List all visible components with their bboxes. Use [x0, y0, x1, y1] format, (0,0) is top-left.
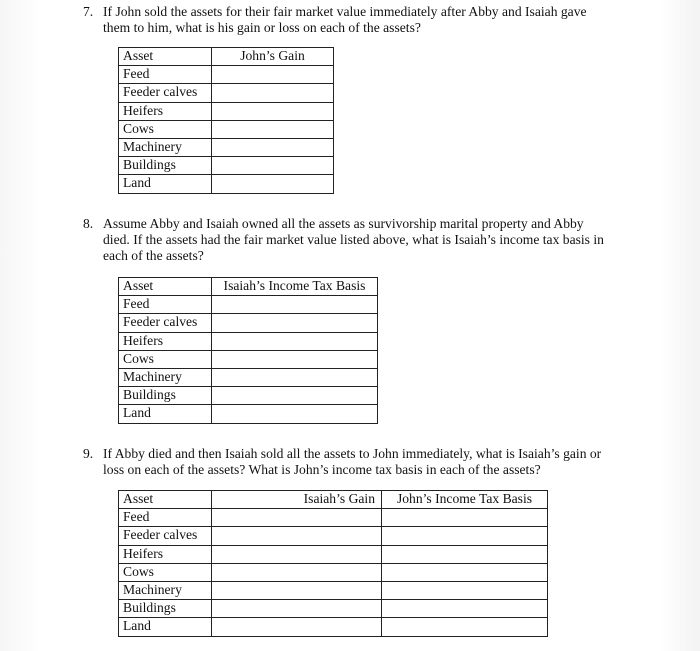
table-row [119, 509, 548, 527]
table-row [119, 618, 548, 636]
question-7-number: 7. [83, 4, 94, 19]
answer-cell[interactable] [212, 138, 334, 156]
table-row [119, 368, 378, 386]
question-9-line-2: loss on each of the assets? What is John’s income tax basis in each of the assets? [103, 462, 541, 477]
asset-cell: Cows [119, 350, 212, 368]
answer-cell[interactable] [212, 618, 382, 636]
header-asset: Asset [119, 278, 212, 296]
question-7-line-2: them to him, what is his gain or loss on each of the assets? [103, 20, 421, 35]
answer-cell[interactable] [212, 120, 334, 138]
asset-cell: Heifers [119, 332, 212, 350]
asset-cell: Heifers [119, 545, 212, 563]
table-row [119, 405, 378, 423]
answer-cell[interactable] [212, 545, 382, 563]
answer-cell[interactable] [212, 527, 382, 545]
question-9 [83, 446, 683, 480]
asset-cell: Cows [119, 563, 212, 581]
answer-cell[interactable] [382, 509, 548, 527]
table-row [119, 314, 378, 332]
answer-cell[interactable] [212, 350, 378, 368]
asset-cell: Feed [119, 296, 212, 314]
table-row [119, 138, 334, 156]
asset-cell: Feeder calves [119, 84, 212, 102]
question-8-line-1: Assume Abby and Isaiah owned all the assets as survivorship marital property and Abby [103, 216, 584, 231]
answer-cell[interactable] [212, 102, 334, 120]
answer-cell[interactable] [212, 84, 334, 102]
table-header-row [119, 491, 548, 509]
answer-cell[interactable] [382, 563, 548, 581]
table-row [119, 600, 548, 618]
answer-cell[interactable] [212, 332, 378, 350]
header-asset: Asset [119, 48, 212, 66]
answer-cell[interactable] [212, 509, 382, 527]
question-7 [83, 4, 673, 38]
asset-cell: Feed [119, 509, 212, 527]
question-8 [83, 216, 683, 266]
header-johns-income-tax-basis: John’s Income Tax Basis [382, 491, 548, 509]
asset-cell: Land [119, 405, 212, 423]
question-8-table [118, 277, 378, 424]
answer-cell[interactable] [212, 581, 382, 599]
table-row [119, 175, 334, 193]
answer-cell[interactable] [382, 581, 548, 599]
table-row [119, 350, 378, 368]
answer-cell[interactable] [212, 175, 334, 193]
question-7-text [103, 4, 587, 36]
table-row [119, 581, 548, 599]
asset-cell: Machinery [119, 138, 212, 156]
question-8-line-2: died. If the assets had the fair market value listed above, what is Isaiah’s income tax basis in [103, 232, 604, 247]
answer-cell[interactable] [212, 368, 378, 386]
question-8-number: 8. [83, 216, 94, 231]
answer-cell[interactable] [212, 387, 378, 405]
table-header-row [119, 48, 334, 66]
asset-cell: Machinery [119, 368, 212, 386]
question-8-text [103, 216, 604, 264]
answer-cell[interactable] [212, 296, 378, 314]
question-7-table [118, 47, 334, 194]
asset-cell: Land [119, 175, 212, 193]
table-row [119, 120, 334, 138]
question-8-line-3: each of the assets? [103, 248, 204, 263]
header-asset: Asset [119, 491, 212, 509]
answer-cell[interactable] [382, 527, 548, 545]
question-9-number: 9. [83, 446, 94, 461]
asset-cell: Feeder calves [119, 527, 212, 545]
asset-cell: Machinery [119, 581, 212, 599]
table-row [119, 84, 334, 102]
asset-cell: Buildings [119, 387, 212, 405]
table-row [119, 332, 378, 350]
header-isaiahs-gain: Isaiah’s Gain [212, 491, 382, 509]
table-row [119, 66, 334, 84]
table-row [119, 387, 378, 405]
asset-cell: Feed [119, 66, 212, 84]
answer-cell[interactable] [212, 66, 334, 84]
table-header-row [119, 278, 378, 296]
table-row [119, 296, 378, 314]
question-9-text [103, 446, 601, 478]
question-7-line-1: If John sold the assets for their fair market value immediately after Abby and Isaiah gave [103, 4, 587, 19]
asset-cell: Feeder calves [119, 314, 212, 332]
answer-cell[interactable] [382, 618, 548, 636]
answer-cell[interactable] [212, 563, 382, 581]
answer-cell[interactable] [212, 157, 334, 175]
table-row [119, 157, 334, 175]
answer-cell[interactable] [212, 314, 378, 332]
question-9-line-1: If Abby died and then Isaiah sold all the assets to John immediately, what is Isaiah’s gain or [103, 446, 602, 461]
asset-cell: Land [119, 618, 212, 636]
header-johns-gain: John’s Gain [212, 48, 334, 66]
asset-cell: Buildings [119, 600, 212, 618]
asset-cell: Cows [119, 120, 212, 138]
asset-cell: Heifers [119, 102, 212, 120]
header-isaiahs-income-tax-basis: Isaiah’s Income Tax Basis [212, 278, 378, 296]
answer-cell[interactable] [212, 405, 378, 423]
table-row [119, 102, 334, 120]
answer-cell[interactable] [382, 545, 548, 563]
answer-cell[interactable] [382, 600, 548, 618]
answer-cell[interactable] [212, 600, 382, 618]
table-row [119, 563, 548, 581]
asset-cell: Buildings [119, 157, 212, 175]
table-row [119, 545, 548, 563]
table-row [119, 527, 548, 545]
question-9-table [118, 490, 548, 637]
